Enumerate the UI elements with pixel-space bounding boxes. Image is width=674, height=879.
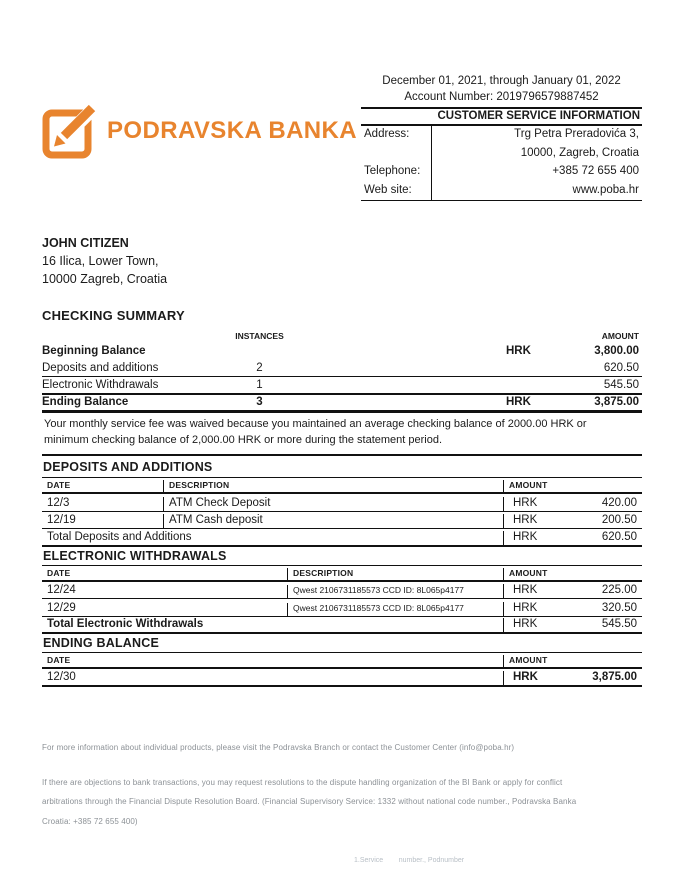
footer-faint-text: 1.Service number., Podnumber: [354, 857, 465, 864]
amount: 320.50: [601, 601, 637, 614]
withdrawals-section-title: ELECTRONIC WITHDRAWALS: [43, 548, 227, 563]
row-label: Beginning Balance: [42, 345, 146, 357]
amount-header: AMOUNT: [503, 480, 642, 492]
ending-balance-header-row: [42, 653, 642, 669]
bank-logo-icon: [42, 102, 100, 160]
customer-service-title: CUSTOMER SERVICE INFORMATION: [361, 107, 642, 126]
currency: HRK: [513, 670, 538, 683]
customer-service-table: [361, 126, 642, 201]
row-label: Ending Balance: [42, 396, 129, 408]
footer-info: For more information about individual products, please visit the Podravska Branch or contact the Customer Center (info@poba.hr): [42, 742, 515, 752]
csi-row-website: [361, 182, 642, 201]
withdrawal-amount: [503, 602, 642, 616]
deposit-amount: [503, 497, 642, 511]
ending-balance-row: [42, 669, 642, 687]
address-value: Trg Petra Preradovića 3,: [514, 128, 639, 140]
withdrawal-row: [42, 582, 642, 600]
amount: 620.50: [601, 530, 637, 543]
deposit-description: ATM Check Deposit: [163, 497, 287, 511]
withdrawals-header-row: [42, 566, 642, 582]
row-label: Deposits and additions: [42, 362, 159, 374]
ending-balance-amount: [503, 671, 642, 685]
amount-header: AMOUNT: [601, 331, 639, 341]
date-header: DATE: [47, 655, 71, 665]
row-amount: 620.50: [603, 362, 639, 374]
bank-logo: [42, 61, 357, 201]
row-instances: 1: [256, 379, 263, 391]
footer-disputes-line2: arbitrations through the Financial Dispute Resolution Board. (Financial Supervisory Service: 1332 without national code number., Podravska Banka: [42, 797, 577, 806]
deposit-row: [42, 512, 642, 530]
ending-balance-title-row: [42, 634, 642, 653]
bank-name: PODRAVSKA BANKA: [107, 117, 358, 144]
row-currency: HRK: [506, 396, 531, 408]
statement-period: December 01, 2021, through January 01, 2022: [382, 75, 621, 87]
row-amount: 3,875.00: [594, 396, 639, 408]
address-label: Address:: [361, 126, 432, 145]
csi-row-address: [361, 126, 642, 145]
csi-row-telephone: [361, 163, 642, 182]
customer-address-line2: 10000 Zagreb, Croatia: [42, 272, 168, 286]
deposits-section-title: DEPOSITS AND ADDITIONS: [43, 460, 213, 474]
withdrawals-table: [42, 547, 642, 635]
summary-header-row: [42, 326, 642, 341]
description-header: DESCRIPTION: [163, 480, 287, 492]
amount: 420.00: [601, 496, 637, 509]
withdrawal-amount: [503, 584, 642, 598]
note-line2: minimum checking balance of 2,000.00 HRK or more during the statement period.: [44, 433, 443, 446]
currency: HRK: [513, 530, 538, 543]
amount-header: AMOUNT: [503, 655, 642, 667]
withdrawal-date: 12/29: [47, 601, 76, 614]
deposits-total-amount: [503, 531, 642, 545]
summary-row-ending-balance: [42, 395, 642, 413]
currency: HRK: [513, 618, 538, 630]
row-amount: 3,800.00: [594, 345, 639, 357]
checking-summary-table: [42, 326, 642, 413]
deposits-table: [42, 477, 642, 547]
customer-address-line1: 16 Ilica, Lower Town,: [42, 254, 159, 268]
date-header: DATE: [47, 480, 71, 490]
amount: 200.50: [601, 514, 637, 526]
withdrawals-total-row: [42, 617, 642, 635]
amount: 3,875.00: [592, 670, 637, 683]
address-value-2: 10000, Zagreb, Croatia: [520, 146, 639, 159]
date-header: DATE: [47, 567, 71, 578]
checking-summary-title: CHECKING SUMMARY: [42, 308, 185, 323]
row-amount: 545.50: [603, 379, 639, 391]
deposit-date: 12/19: [47, 514, 76, 526]
ending-balance-date: 12/30: [47, 670, 76, 683]
currency: HRK: [513, 514, 538, 526]
withdrawal-description: Qwest 2106731185573 CCD ID: 8L065p4177: [287, 603, 503, 616]
withdrawal-description: Qwest 2106731185573 CCD ID: 8L065p4177: [287, 585, 503, 598]
deposits-total-row: [42, 529, 642, 547]
instances-header: INSTANCES: [235, 331, 284, 341]
withdrawal-row: [42, 599, 642, 617]
website-value: www.poba.hr: [572, 183, 639, 196]
withdrawals-total-label: Total Electronic Withdrawals: [47, 618, 204, 630]
currency: HRK: [513, 584, 538, 596]
amount: 545.50: [601, 618, 637, 630]
service-fee-note: [42, 413, 642, 456]
telephone-value: +385 72 655 400: [552, 165, 639, 177]
deposit-row: [42, 494, 642, 512]
csi-row-address-2: [361, 145, 642, 164]
ending-balance-table: [42, 634, 642, 687]
currency: HRK: [513, 496, 538, 509]
ending-balance-section-title: ENDING BALANCE: [43, 636, 159, 650]
footer-disputes-line1: If there are objections to bank transactions, you may request resolutions to the dispute handling organization of the BI Bank or apply for conflict: [42, 777, 563, 787]
row-label: Electronic Withdrawals: [42, 379, 159, 391]
summary-row-deposits: [42, 359, 642, 377]
header: [42, 60, 642, 201]
header-right: [361, 73, 642, 201]
website-label: Web site:: [361, 182, 432, 201]
row-instances: 3: [256, 396, 263, 408]
row-instances: 2: [256, 362, 263, 374]
account-number: Account Number: 2019796579887452: [404, 91, 599, 103]
summary-row-beginning-balance: [42, 341, 642, 359]
amount-header: AMOUNT: [503, 568, 642, 580]
currency: HRK: [513, 601, 538, 614]
withdrawal-date: 12/24: [47, 584, 76, 596]
deposit-amount: [503, 514, 642, 528]
deposits-header-row: [42, 478, 642, 494]
customer-block: [42, 234, 642, 288]
summary-row-withdrawals: [42, 377, 642, 395]
address-label-2: [361, 145, 432, 164]
deposit-date: 12/3: [47, 496, 70, 509]
note-line1: Your monthly service fee was waived because you maintained an average checking balance of 2000.00 HRK or: [44, 418, 587, 430]
customer-name: JOHN CITIZEN: [42, 236, 129, 250]
footer-disputes: [42, 773, 642, 832]
telephone-label: Telephone:: [361, 163, 432, 182]
withdrawals-total-amount: [503, 618, 642, 632]
deposit-description: ATM Cash deposit: [163, 514, 287, 528]
row-currency: HRK: [506, 345, 531, 357]
description-header: DESCRIPTION: [287, 568, 503, 580]
amount: 225.00: [601, 584, 637, 596]
deposits-total-label: Total Deposits and Additions: [47, 530, 192, 543]
footer-disputes-line3: Croatia: +385 72 655 400): [42, 816, 138, 826]
withdrawals-title-row: [42, 547, 642, 566]
